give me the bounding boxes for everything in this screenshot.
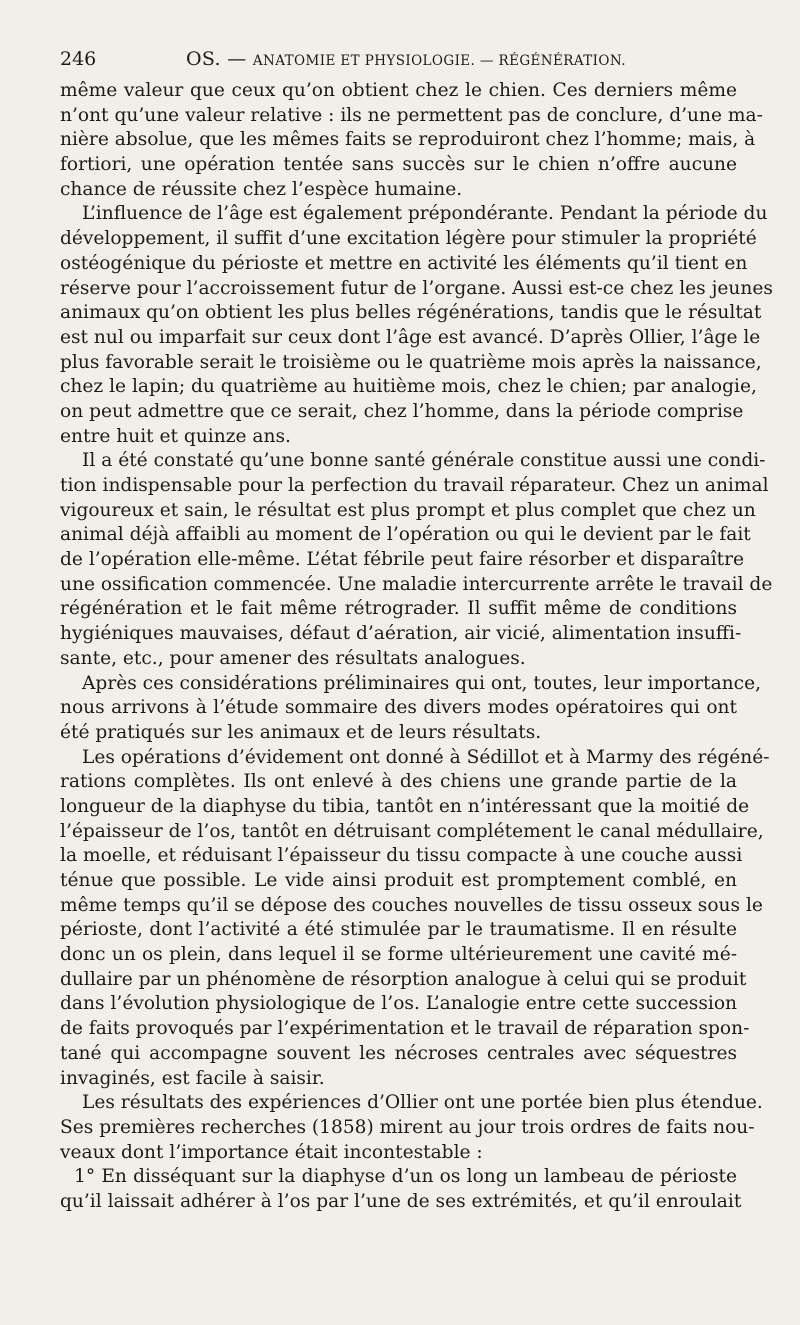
text-line: de l’opération elle-même. L’état fébrile peut faire résorber et disparaître [60,549,744,571]
text-line: chez le lapin; du quatrième au huitième mois, chez le chien; par analogie, [60,376,757,398]
text-line: n’ont qu’une valeur relative : ils ne permettent pas de conclure, d’une ma- [60,104,763,126]
text-line: 1° En disséquant sur la diaphyse d’un os long un lambeau de périoste [74,1166,737,1188]
text-line: tané qui accompagne souvent les nécroses centrales avec séquestres [60,1042,737,1064]
text-line: entre huit et quinze ans. [60,425,291,447]
text-line: même valeur que ceux qu’on obtient chez le chien. Ces derniers même [60,80,737,101]
text-line: animaux qu’on obtient les plus belles régénérations, tandis que le résultat [60,302,762,324]
text-line: nous arrivons à l’étude sommaire des divers modes opératoires qui ont [60,697,737,719]
text-line: Ses premières recherches (1858) mirent au jour trois ordres de faits nou- [60,1116,755,1138]
text-line: une ossification commencée. Une maladie intercurrente arrête le travail de [60,573,773,595]
text-line: régénération et le fait même rétrograder. Il suffit même de conditions [60,598,737,620]
running-header [60,48,737,74]
text-line: Après ces considérations préliminaires qui ont, toutes, leur importance, [82,672,761,694]
page-number: 246 [60,48,97,70]
text-line: hygiéniques mauvaises, défaut d’aération, air vicié, alimentation insuffi- [60,623,742,645]
text-line: dullaire par un phénomène de résorption analogue à celui qui se produit [60,968,747,990]
text-line: l’épaisseur de l’os, tantôt en détruisant complétement le canal médullaire, [60,820,764,842]
text-line: invaginés, est facile à saisir. [60,1067,325,1089]
text-line: on peut admettre que ce serait, chez l’homme, dans la période comprise [60,400,744,422]
text-line: nière absolue, que les mêmes faits se reproduiront chez l’homme; mais, à [60,129,756,151]
text-line: est nul ou imparfait sur ceux dont l’âge est avancé. D’après Ollier, l’âge le [60,326,761,348]
text-line: ostéogénique du périoste et mettre en activité les éléments qu’il tient en [60,252,748,274]
text-line: Il a été constaté qu’une bonne santé générale constitue aussi une condi- [82,450,766,472]
running-title-prefix: OS. — [186,48,247,70]
text-line: développement, il suffit d’une excitation légère pour stimuler la propriété [60,228,757,250]
text-line: chance de réussite chez l’espèce humaine. [60,178,463,200]
text-line: tion indispensable pour la perfection du travail réparateur. Chez un animal [60,475,769,496]
text-line: périoste, dont l’activité a été stimulée par le traumatisme. Il en résulte [60,919,737,941]
text-line: sante, etc., pour amener des résultats analogues. [60,647,526,669]
text-line: ténue que possible. Le vide ainsi produit est promptement comblé, en [60,870,737,891]
text-line: réserve pour l’accroissement futur de l’organe. Aussi est-ce chez les jeunes [60,277,773,299]
text-line: animal déjà affaibli au moment de l’opération ou qui le devient par le fait [60,524,751,546]
body-text [60,79,773,1215]
text-line: qu’il laissait adhérer à l’os par l’une de ses extrémités, et qu’il enroulait [60,1190,742,1212]
text-line: donc un os plein, dans lequel il se forme ultérieurement une cavité mé- [60,944,737,966]
text-line: veaux dont l’importance était incontestable : [60,1141,483,1163]
text-line: plus favorable serait le troisième ou le quatrième mois après la naissance, [60,351,762,373]
running-title [186,48,626,70]
text-line: L’influence de l’âge est également prépondérante. Pendant la période du [82,203,768,225]
text-line: longueur de la diaphyse du tibia, tantôt en n’intéressant que la moitié de [60,795,750,817]
text-line: la moelle, et réduisant l’épaisseur du tissu compacte à une couche aussi [60,845,743,867]
text-line: même temps qu’il se dépose des couches nouvelles de tissu osseux sous le [60,894,763,916]
text-line: rations complètes. Ils ont enlevé à des chiens une grande partie de la [60,771,737,793]
text-line: fortiori, une opération tentée sans succès sur le chien n’offre aucune [60,154,737,176]
text-line: de faits provoqués par l’expérimentation et le travail de réparation spon- [60,1018,750,1040]
text-line: Les opérations d’évidement ont donné à Sédillot et à Marmy des régéné- [82,746,770,768]
running-title-rest: ANATOMIE ET PHYSIOLOGIE. — RÉGÉNÉRATION. [252,53,626,69]
text-line: Les résultats des expériences d’Ollier ont une portée bien plus étendue. [82,1092,763,1114]
text-line: été pratiqués sur les animaux et de leurs résultats. [60,721,542,743]
text-line: vigoureux et sain, le résultat est plus prompt et plus complet que chez un [60,499,756,521]
text-line: dans l’évolution physiologique de l’os. L’analogie entre cette succession [60,993,737,1015]
